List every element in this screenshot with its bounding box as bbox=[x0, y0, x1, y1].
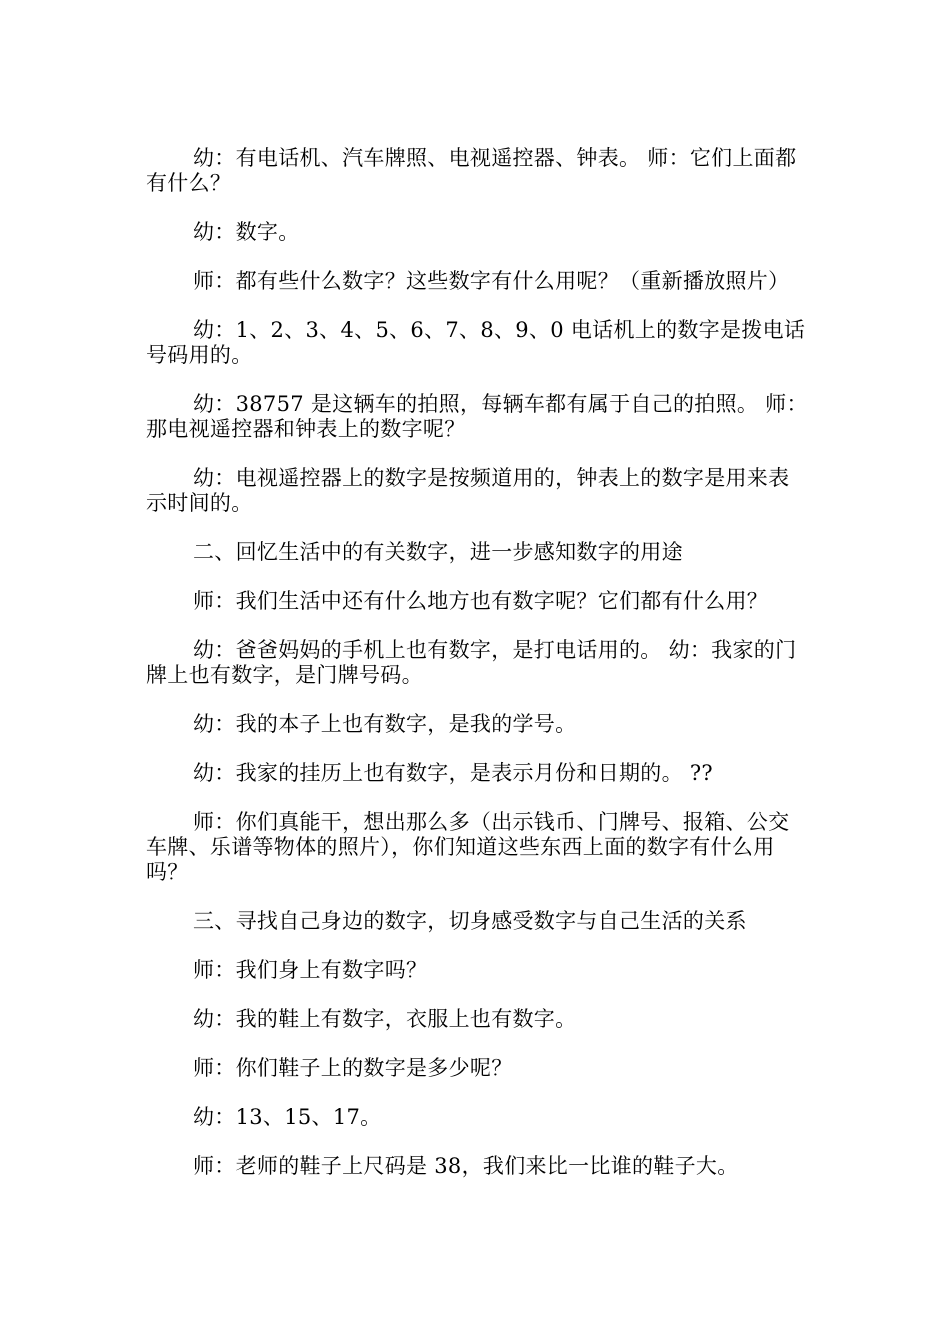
paragraph-12: 师：你们真能干，想出那么多（出示钱币、门牌号、报箱、公交车牌、乐谱等物体的照片），你们知道这些东西上面的数字有什么用吗？ bbox=[146, 810, 790, 884]
paragraph-17: 幼：13、15、17。 bbox=[193, 1105, 382, 1129]
document-page bbox=[146, 146, 810, 1203]
paragraph-3: 师：都有些什么数字？这些数字有什么用呢？（重新播放照片） bbox=[193, 269, 790, 293]
section-heading-3: 三、寻找自己身边的数字，切身感受数字与自己生活的关系 bbox=[193, 909, 747, 933]
paragraph-15: 幼：我的鞋上有数字，衣服上也有数字。 bbox=[193, 1007, 577, 1031]
paragraph-11: 幼：我家的挂历上也有数字，是表示月份和日期的。 ?? bbox=[193, 761, 713, 785]
paragraph-4: 幼：1、2、3、4、5、6、7、8、9、0 电话机上的数字是拨电话号码用的。 bbox=[146, 318, 806, 367]
paragraph-16: 师：你们鞋子上的数字是多少呢？ bbox=[193, 1056, 513, 1080]
paragraph-8: 师：我们生活中还有什么地方也有数字呢？它们都有什么用？ bbox=[193, 589, 769, 613]
paragraph-10: 幼：我的本子上也有数字，是我的学号。 bbox=[193, 712, 577, 736]
paragraph-9: 幼：爸爸妈妈的手机上也有数字，是打电话用的。 幼：我家的门牌上也有数字，是门牌号码。 bbox=[146, 638, 797, 687]
paragraph-1: 幼：有电话机、汽车牌照、电视遥控器、钟表。 师：它们上面都有什么？ bbox=[146, 146, 797, 195]
paragraph-18: 师：老师的鞋子上尺码是 38，我们来比一比谁的鞋子大。 bbox=[193, 1154, 739, 1178]
paragraph-2: 幼：数字。 bbox=[193, 220, 300, 244]
paragraph-6: 幼：电视遥控器上的数字是按频道用的，钟表上的数字是用来表示时间的。 bbox=[146, 466, 790, 515]
paragraph-5: 幼：38757 是这辆车的拍照，每辆车都有属于自己的拍照。 师：那电视遥控器和钟表上的数字呢？ bbox=[146, 392, 808, 441]
section-heading-2: 二、回忆生活中的有关数字，进一步感知数字的用途 bbox=[193, 540, 683, 564]
paragraph-14: 师：我们身上有数字吗？ bbox=[193, 958, 428, 982]
